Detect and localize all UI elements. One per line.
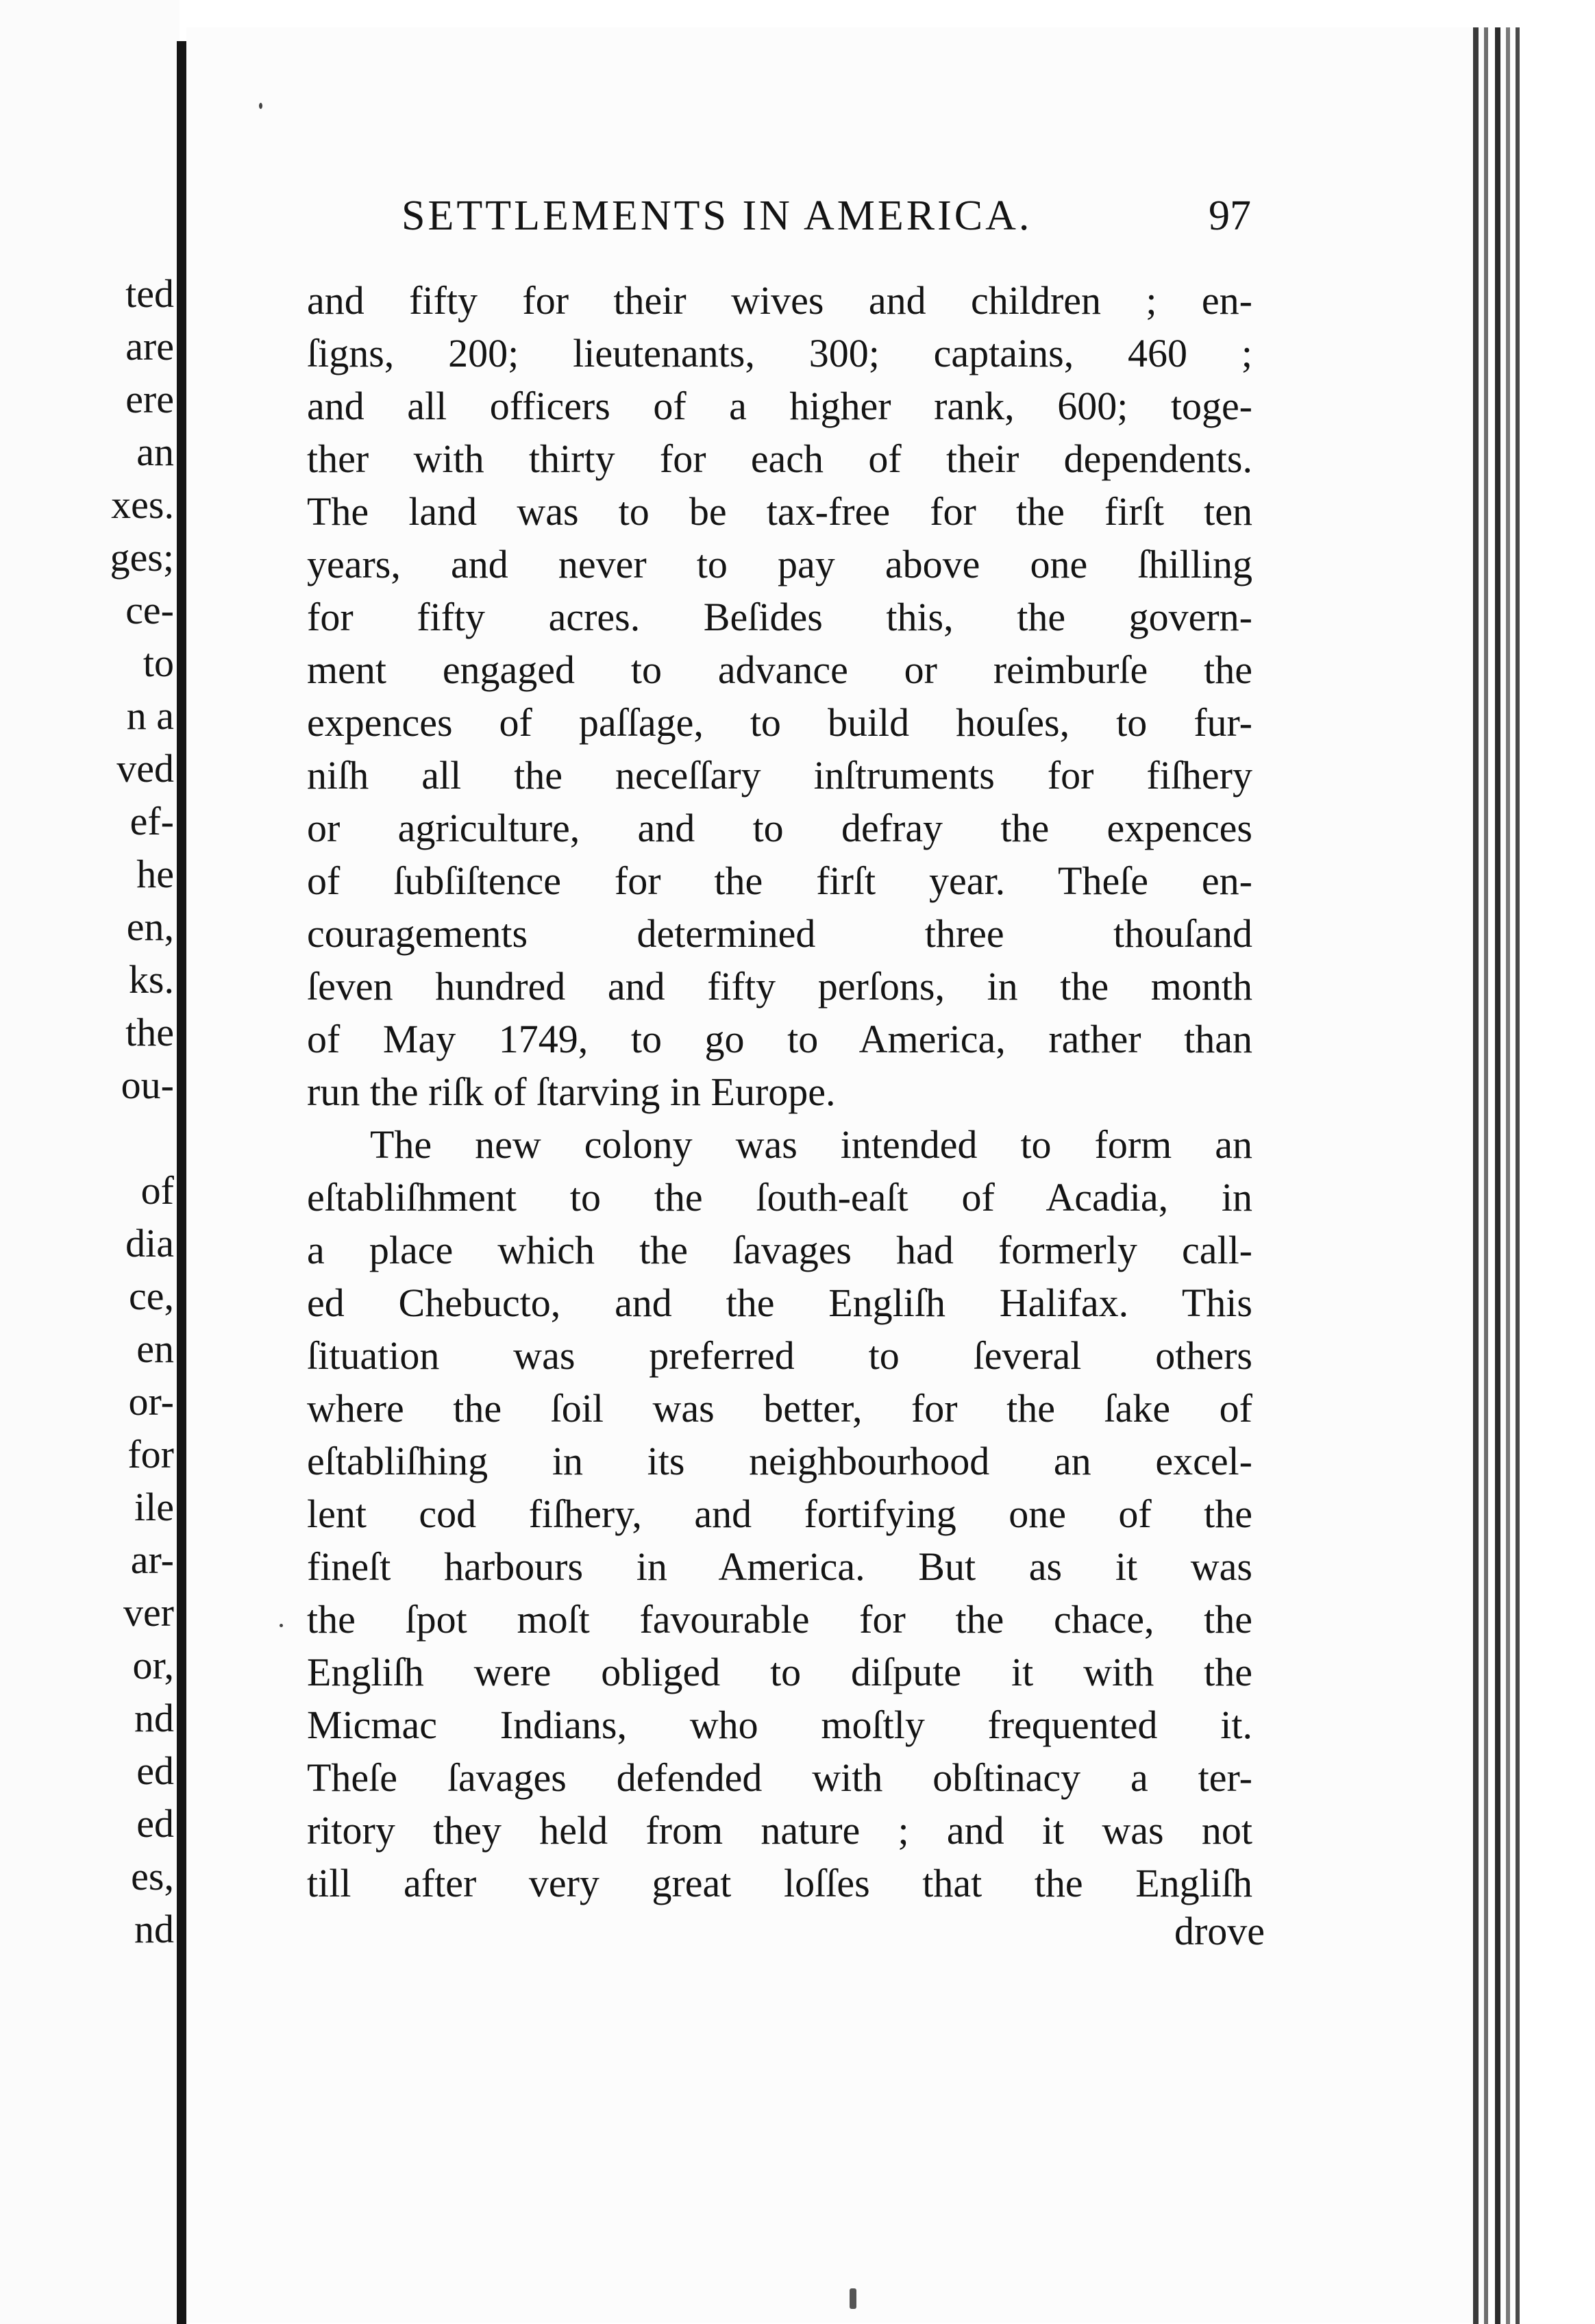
text-line: or agriculture, and to defray the expences <box>307 806 1252 850</box>
left-fragment-line: are <box>125 324 174 369</box>
text-line: the ſpot moſt favourable for the chace, the <box>307 1597 1252 1642</box>
text-line: of ſubſiſtence for the firſt year. Theſe en- <box>307 858 1252 903</box>
left-fragment-line: an <box>136 430 174 474</box>
text-line: eſtabliſhing in its neighbourhood an excel- <box>307 1439 1252 1483</box>
left-fragment-line: he <box>136 852 174 896</box>
text-line: where the ſoil was better, for the ſake of <box>307 1386 1252 1431</box>
text-line: expences of paſſage, to build houſes, to fur- <box>307 700 1252 745</box>
page-edge <box>1495 27 1500 2324</box>
text-line: and fifty for their wives and children ; en- <box>307 278 1252 323</box>
left-fragment-line: ed <box>136 1801 174 1846</box>
left-fragment-line: ved <box>116 746 174 791</box>
left-fragment-line: ed <box>136 1748 174 1793</box>
text-line: eſtabliſhment to the ſouth-eaſt of Acadia, in <box>307 1175 1252 1220</box>
body-text <box>307 274 1252 1909</box>
running-head <box>401 192 1251 247</box>
left-fragment-line: ou- <box>121 1063 174 1107</box>
text-line: fineſt harbours in America. But as it was <box>307 1544 1252 1589</box>
left-fragment-line: ges; <box>110 535 174 580</box>
text-line: ed Chebucto, and the Engliſh Halifax. This <box>307 1281 1252 1325</box>
text-line: years, and never to pay above one ſhilling <box>307 542 1252 586</box>
page-edge <box>1484 27 1488 2324</box>
text-line: for fifty acres. Beſides this, the govern- <box>307 595 1252 639</box>
left-fragment-line: or, <box>132 1643 174 1688</box>
left-fragment-line: es, <box>131 1854 174 1899</box>
text-line: lent cod fiſhery, and fortifying one of the <box>307 1492 1252 1536</box>
left-fragment-line: ere <box>125 377 174 421</box>
text-line: of May 1749, to go to America, rather than <box>307 1017 1252 1061</box>
text-line: The new colony was intended to form an <box>370 1122 1252 1167</box>
text-line: till after very great loſſes that the Engliſh <box>307 1861 1252 1905</box>
text-line: The land was to be tax-free for the firſt ten <box>307 489 1252 534</box>
left-page-fragment <box>0 0 180 2324</box>
left-fragment-line: ks. <box>128 957 174 1002</box>
left-fragment-line: for <box>127 1432 174 1476</box>
text-line: ritory they held from nature ; and it was not <box>307 1808 1252 1853</box>
left-fragment-line: ver <box>123 1590 174 1635</box>
left-fragment-line: ile <box>134 1485 174 1529</box>
left-fragment-line: or- <box>128 1379 174 1424</box>
left-fragment-line: ce, <box>129 1274 174 1318</box>
text-line: ſigns, 200; lieutenants, 300; captains, 460 ; <box>307 331 1252 375</box>
paragraph <box>307 1118 1252 1909</box>
text-line: Theſe ſavages defended with obſtinacy a ter- <box>307 1755 1252 1800</box>
text-line: Micmac Indians, who moſtly frequented it. <box>307 1703 1252 1747</box>
left-fragment-line: to <box>143 641 174 685</box>
text-line: ment engaged to advance or reimburſe the <box>307 647 1252 692</box>
left-fragment-line: nd <box>134 1907 174 1951</box>
left-fragment-line: of <box>140 1168 174 1213</box>
scan-speck <box>850 2288 856 2309</box>
left-fragment-line: n a <box>126 693 174 738</box>
left-fragment-line: ar- <box>130 1537 174 1582</box>
left-fragment-line: ef- <box>129 799 174 843</box>
page-edge <box>1473 27 1479 2324</box>
text-line: ſeven hundred and fifty perſons, in the month <box>307 964 1252 1009</box>
left-fragment-line: en, <box>126 904 174 949</box>
page-edge <box>1516 27 1520 2324</box>
text-line: couragements determined three thouſand <box>307 911 1252 956</box>
text-line: ther with thirty for each of their dependents. <box>307 436 1252 481</box>
running-head-title: SETTLEMENTS IN AMERICA. <box>401 193 1033 239</box>
scan-margin <box>1526 27 1595 2324</box>
book-gutter <box>177 41 186 2324</box>
left-fragment-line: en <box>136 1326 174 1371</box>
catchword: drove <box>1174 1909 1265 1953</box>
left-fragment-line: nd <box>134 1696 174 1740</box>
text-line: ſituation was preferred to ſeveral others <box>307 1333 1252 1378</box>
left-fragment-line: ce- <box>125 588 174 632</box>
page-number: 97 <box>1209 193 1251 239</box>
left-fragment-line: the <box>125 1010 174 1054</box>
paragraph <box>307 274 1252 1118</box>
text-line: run the riſk of ſtarving in Europe. <box>307 1070 836 1114</box>
scan-speck <box>259 103 262 109</box>
text-line: Engliſh were obliged to diſpute it with the <box>307 1650 1252 1694</box>
text-line: a place which the ſavages had formerly call- <box>307 1228 1252 1272</box>
scan-speck <box>280 1624 283 1627</box>
left-fragment-line: xes. <box>111 482 174 527</box>
page-edge <box>1506 27 1510 2324</box>
left-fragment-line: ted <box>125 271 174 316</box>
text-line: and all officers of a higher rank, 600; toge- <box>307 384 1252 428</box>
left-fragment-line: dia <box>125 1221 174 1265</box>
text-line: niſh all the neceſſary inſtruments for fiſhery <box>307 753 1252 798</box>
